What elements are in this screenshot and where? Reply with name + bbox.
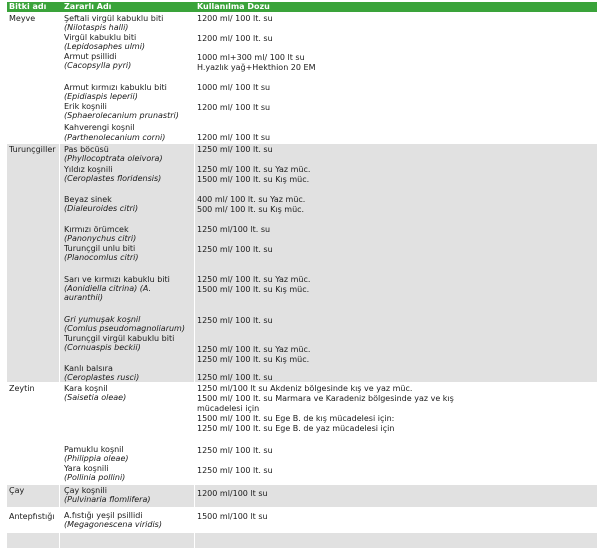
pest-scientific-name: (Cornuaspis beckii) <box>64 343 141 352</box>
plant-name: Çay <box>9 486 25 495</box>
dose: 1250 ml/ 100 lt. su <box>197 466 273 475</box>
dose: 1250 ml/ 100 lt. su <box>197 245 273 254</box>
plant-name: Antepfıstığı <box>9 512 55 521</box>
group-meyve <box>7 13 597 144</box>
table-header <box>7 2 597 12</box>
dose: 1250 ml/ 100 lt. su <box>197 316 273 325</box>
pest-name: Sarı ve kırmızı kabuklu biti <box>64 275 170 284</box>
dose: 1500 ml/ 100 lt. su Kış müc. <box>197 285 310 294</box>
pest-scientific-name: (Dialeuroides citri) <box>64 204 139 213</box>
pest-name: Erik koşnili <box>64 102 107 111</box>
dose: 1500 ml/ 100 lt. su Marmara ve Karadeniz bölgesinde yaz ve kış <box>197 394 454 403</box>
group-cay <box>7 485 597 507</box>
pest-scientific-name: (Ceroplastes floridensis) <box>64 174 162 183</box>
dose: 1200 ml/ 100 lt su <box>197 133 271 142</box>
pest-scientific-name: (Megagonescena viridis) <box>64 520 162 529</box>
dose: 1200 ml/ 100 lt. su <box>197 34 273 43</box>
dose: 1250 ml/ 100 lt. su Yaz müc. <box>197 345 311 354</box>
dose: 1000 ml/ 100 lt su <box>197 83 271 92</box>
pest-name: Yıldız koşnili <box>64 165 113 174</box>
pest-name: Kanlı balsıra <box>64 364 113 373</box>
dose: 1250 ml/ 100 lt. su Yaz müc. <box>197 165 311 174</box>
pest-name: Yara koşnili <box>64 464 109 473</box>
dose: H.yazlık yağ+Hekthion 20 EM <box>197 63 316 72</box>
pest-name: Kara koşnil <box>64 384 108 393</box>
pest-scientific-name: (Pollinia pollini) <box>64 473 126 482</box>
dose: 1250 ml/ 100 lt. su <box>197 446 273 455</box>
dose: 1000 ml+300 ml/ 100 lt su <box>197 53 305 62</box>
empty-row <box>7 533 597 548</box>
pest-name: A.fıstığı yeşil psillidi <box>64 511 143 520</box>
dose: 500 ml/ 100 lt. su Kış müc. <box>197 205 305 214</box>
plant-name: Meyve <box>9 14 36 23</box>
group-zeytin <box>7 383 597 484</box>
pest-name: Virgül kabuklu biti <box>64 33 137 42</box>
header-dose: Kullanılma Dozu <box>197 2 270 11</box>
pest-name: Beyaz sinek <box>64 195 112 204</box>
pest-scientific-name: (Sphaerolecanium prunastri) <box>64 111 179 120</box>
pest-name: Çay koşnili <box>64 486 107 495</box>
plant-name: Turunçgiller <box>9 145 56 154</box>
pest-name: Kahverengi koşnil <box>64 123 135 132</box>
pest-scientific-name: (Panonychus citri) <box>64 234 137 243</box>
dose: 1250 ml/100 lt su Akdeniz bölgesinde kış ve yaz müc. <box>197 384 413 393</box>
dose: 1200 ml/100 lt su <box>197 489 268 498</box>
dose: 1250 ml/ 100 lt. su <box>197 373 273 382</box>
pest-scientific-name: (Nilotaspis halli) <box>64 23 129 32</box>
group-turuncgiller <box>7 144 597 382</box>
pest-scientific-name: (Epidiaspis leperii) <box>64 92 138 101</box>
pest-scientific-name: (Parthenolecanium corni) <box>64 133 166 142</box>
dose: 1200 ml/ 100 lt. su <box>197 14 273 23</box>
dose: 1500 ml/ 100 lt. su Ege B. de kış mücadelesi için: <box>197 414 395 423</box>
dose: 1250 ml/100 lt. su <box>197 225 271 234</box>
pest-scientific-name: (Philippia oleae) <box>64 454 129 463</box>
pest-name: Gri yumuşak koşnil <box>64 315 141 324</box>
dose: 1250 ml/ 100 lt. su Ege B. de yaz mücadelesi için <box>197 424 395 433</box>
pest-name: Kırmızı örümcek <box>64 225 129 234</box>
dose: 400 ml/ 100 lt. su Yaz müc. <box>197 195 306 204</box>
pest-name: Turunçgil unlu biti <box>64 244 136 253</box>
pest-scientific-name: (Aonidiella citrina) (A. <box>64 284 152 293</box>
pest-scientific-name: (Ceroplastes rusci) <box>64 373 140 382</box>
pest-scientific-name: (Phyllocoptrata oleivora) <box>64 154 163 163</box>
pest-scientific-name: auranthii) <box>64 293 104 302</box>
pest-name: Pamuklu koşnil <box>64 445 124 454</box>
header-pest: Zararlı Adı <box>64 2 112 11</box>
dose: 1500 ml/100 lt su <box>197 512 268 521</box>
dose: mücadelesi için <box>197 404 260 413</box>
pest-scientific-name: (Comlus pseudomagnoliarum) <box>64 324 185 333</box>
pest-scientific-name: (Planocomlus citri) <box>64 253 139 262</box>
header-plant: Bitki adı <box>9 2 47 11</box>
pest-scientific-name: (Lepidosaphes ulmi) <box>64 42 146 51</box>
pest-name: Şeftali virgül kabuklu biti <box>64 14 164 23</box>
pest-scientific-name: (Pulvinaria flomlifera) <box>64 495 151 504</box>
dose: 1250 ml/ 100 lt. su <box>197 145 273 154</box>
dose: 1500 ml/ 100 lt. su Kış müc. <box>197 175 310 184</box>
pest-name: Armut kırmızı kabuklu biti <box>64 83 167 92</box>
pest-name: Pas böcüsü <box>64 145 109 154</box>
pest-scientific-name: (Saisetia oleae) <box>64 393 127 402</box>
plant-name: Zeytin <box>9 384 35 393</box>
dose: 1200 ml/ 100 lt su <box>197 103 271 112</box>
group-antepfistigi <box>7 508 597 532</box>
dose: 1250 ml/ 100 lt. su Kış müc. <box>197 355 310 364</box>
dose: 1250 ml/ 100 lt. su Yaz müc. <box>197 275 311 284</box>
pest-scientific-name: (Cacopsylla pyri) <box>64 61 132 70</box>
pest-name: Armut psillidi <box>64 52 117 61</box>
pest-name: Turunçgil virgül kabuklu biti <box>64 334 175 343</box>
